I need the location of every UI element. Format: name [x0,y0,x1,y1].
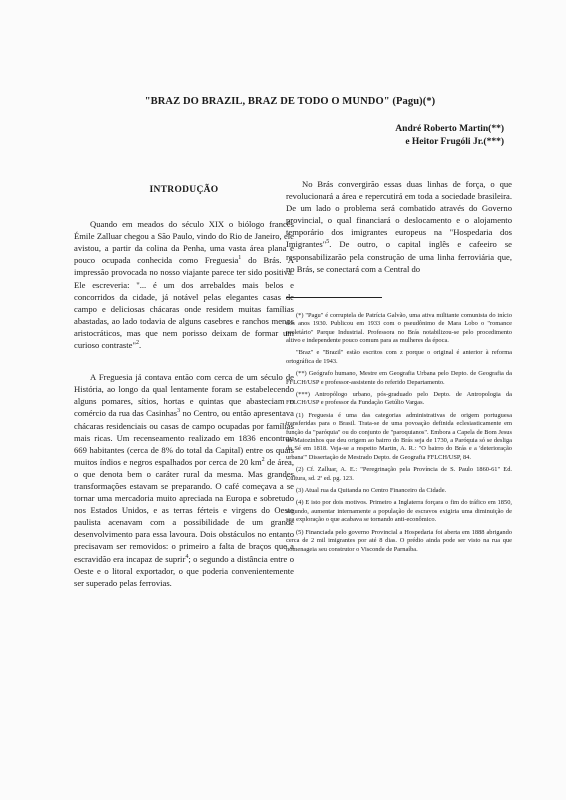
footnote-ref: 5 [326,239,330,246]
right-column [286,178,512,558]
footnote: (2) Cf. Zalluar, A. E.: "Peregrinação pela Província de S. Paulo 1860-61" Ed. Cultura, sd. 2ª ed. pg. 123. [286,466,512,482]
footnote-ref: 3 [177,408,181,415]
footnote: (*) "Pagu" é corruptela de Patrícia Galvão, uma ativa militante comunista do início dos anos 1930. Publicou em 1933 com o pseudônimo de Mara Lobo o "romance proletário" Parque Industrial. Professora no Brás notabilizou-se pelo procedimento altivo e independente pouco comum para as mulheres da época. [286,311,512,344]
left-column [74,178,294,589]
author-block [395,123,504,149]
footnote: (4) E isto por dois motivos. Primeiro a Inglaterra forçara o fim do tráfico em 1850, segundo, aumentar internamente a população de escravos exigiria uma diminuição de sua exploração o que acabava se tornando anti-econômico. [286,499,512,524]
article-title: "BRAZ DO BRAZIL, BRAZ DE TODO O MUNDO" (Pagu)(*) [144,96,436,107]
footnotes [286,312,512,554]
footnote-ref: 1 [238,255,242,262]
footnote: (5) Financiada pelo governo Provincial a Hospedaria foi aberta em 1888 abrigando cerca de 2 mil imigrantes por até 8 dias. O prédio ainda pode ser visto na rua que homenageia seu construtor o Visconde de Parnaíba. [286,528,512,553]
footnote: (1) Freguesia é uma das categorias administrativas de origem portuguesa transferidas para o Brasil. Trata-se de uma povoação definida eclesiasticamente em função da "paróquia" ou do conjunto de "paroquianos". Embora a Capela de Bom Jesus do Matozinhos que deu origem ao bairro do Brás seja de 1730, a Paróquia só se desliga da Sé em 1818. Veja-se a respeito Martin, A. R.: "O bairro do Brás e a 'deterioração urbana'" Dissertação de Mestrado Depto. de Geografia FFLCH/USP, 84. [286,411,512,461]
author-name: André Roberto Martin(**) [395,124,504,134]
paragraph: No Brás convergirão essas duas linhas de força, o que revolucionará a área e repercutirá em toda a sociedade brasileira. De um lado o problema será combatido através do Governo provincial, o qual financiará o deslocamento e o alojamento temporário dos imigrantes europeus na "Hospedaria dos Imigrantes"$^5$. De outro, o capital inglês e cafeeiro se responsabilizarão pela construção de uma linha ferroviária que, no Brás, se conectará com a Central do [286,179,512,274]
footnote-divider [286,297,382,298]
footnote: (**) Geógrafo humano, Mestre em Geografia Urbana pelo Depto. de Geografia da FFLCH/USP e professor-assistente do referido Departamento. [286,370,512,386]
superscript: 2 [261,456,265,463]
paragraph: A Freguesia já contava então com cerca de um século de História, ao longo da qual lentamente foram se estabelecendo alguns pomares, sítios, hortas e quintas que abasteciam o comércio da rua das Casinhas$^3$ no Centro, ou então apresentava chácaras residenciais ou casas de campo ocupadas por famílias mais ricas. Um recenseamento realizado em 1836 encontrou 669 habitantes (cerca de 8% do total da Capital) entre os quais muitos índios e negros espalhados por cerca de 20 $km^2$ de área, o que denota bem o caráter rural da mesma. Mas grandes transformações estavam se preparando. O café começava a se tornar uma mercadoria muito apreciada na Europa e sobretudo nos Estados Unidos, e as terras férteis e virgens do Oeste paulista acenavam com a possibilidade de um grande desenvolvimento para essa lavoura. Dois obstáculos no entanto precisavam ser removidos: o primeiro a falta de braços que a escravidão era incapaz de suprir$^4$; o segundo a distância entre o Oeste e o litoral exportador, o que poderia convenientemente ser superado pelas ferrovias. [74,372,294,588]
paragraph: Quando em meados do século XIX o biólogo francês Émile Zalluar chegou a São Paulo, vindo do Rio de Janeiro, ele avistou, a partir da colina da Penha, uma vasta área plana e pouco ocupada conhecida como Freguesia$^1$ do Brás. A impressão provocada no nosso viajante parece ter sido positiva. Ele escreveria: "... é um dos arrebaldes mais belos e concorridos da cidade, já notável pelas elegantes casas de campo e deliciosas chácaras onde residem muitas famílias abastadas, ao lado todavia de alguns casebres e ranchos menos aristocráticos, mas que nem porisso deixam de formar um curioso contraste"$^2$. [74,219,295,351]
footnote-ref: 2 [135,340,139,347]
footnote: (***) Antropólogo urbano, pós-graduado pelo Depto. de Antropologia da FFLCH/USP e professor da Fundação Getúlio Vargas. [286,391,512,407]
footnote: "Braz" e "Brazil" estão escritos com z porque o original é anterior à reforma ortográfica de 1943. [286,349,512,365]
author-name: e Heitor Frugóli Jr.(***) [405,137,504,147]
section-heading: INTRODUÇÃO [149,185,219,195]
footnote: (3) Atual rua da Quitanda no Centro Financeiro da Cidade. [296,487,447,495]
footnote-ref: 4 [185,553,189,560]
